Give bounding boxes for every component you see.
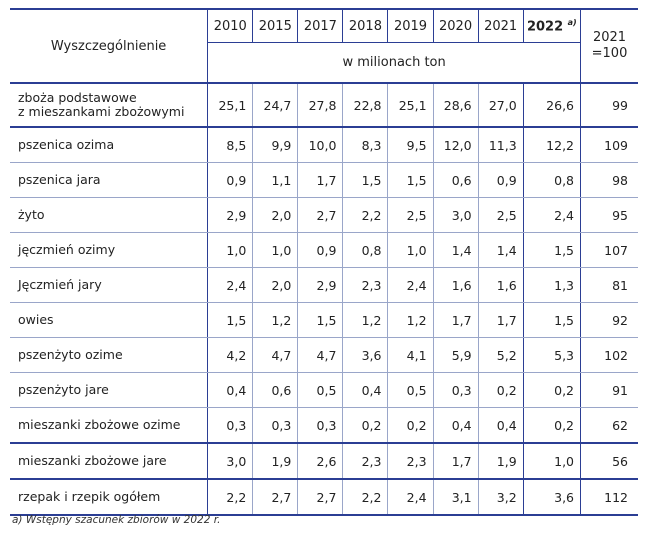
value-cell: 8,5: [208, 127, 253, 163]
value-cell: 11,3: [478, 127, 523, 163]
header-year-2022-label: 2022: [526, 19, 564, 35]
value-cell: 25,1: [388, 83, 433, 127]
row-label: [10, 408, 208, 444]
value-cell: 1,9: [253, 443, 298, 479]
index-cell: 102: [581, 338, 638, 373]
table-row: [10, 163, 638, 198]
value-cell: 0,8: [343, 233, 388, 268]
value-cell: 2,5: [478, 198, 523, 233]
value-cell: 1,7: [478, 303, 523, 338]
value-cell: 1,6: [478, 268, 523, 303]
value-cell: 3,0: [433, 198, 478, 233]
value-cell: 1,4: [478, 233, 523, 268]
value-cell: 2,3: [343, 443, 388, 479]
row-label-line1: żyto: [18, 207, 45, 222]
row-label-line1: jęczmień ozimy: [18, 242, 116, 257]
index-cell: 91: [581, 373, 638, 408]
value-cell: 1,2: [388, 303, 433, 338]
value-cell: 1,1: [253, 163, 298, 198]
value-cell: 2,4: [388, 479, 433, 515]
table-row: [10, 338, 638, 373]
table-row: [10, 479, 638, 515]
header-index: [581, 9, 638, 83]
header-year: 2020: [433, 9, 478, 43]
value-cell: 1,3: [523, 268, 580, 303]
value-cell: 5,9: [433, 338, 478, 373]
value-cell: 1,5: [388, 163, 433, 198]
index-cell: 112: [581, 479, 638, 515]
crop-production-table: [10, 8, 638, 516]
value-cell: 2,3: [343, 268, 388, 303]
value-cell: 2,5: [388, 198, 433, 233]
table-row: [10, 198, 638, 233]
footnote: a) Wstępny szacunek zbiorów w 2022 r.: [12, 514, 221, 526]
header-year: 2018: [343, 9, 388, 43]
value-cell: 1,5: [523, 303, 580, 338]
row-label-line1: pszenżyto ozime: [18, 347, 123, 362]
value-cell: 3,6: [523, 479, 580, 515]
table-row: [10, 268, 638, 303]
row-label: [10, 443, 208, 479]
value-cell: 2,7: [298, 198, 343, 233]
header-unit: w milionach ton: [208, 43, 581, 83]
value-cell: 1,0: [253, 233, 298, 268]
value-cell: 0,3: [253, 408, 298, 444]
value-cell: 2,4: [208, 268, 253, 303]
index-cell: 62: [581, 408, 638, 444]
row-label-line1: Jęczmień jary: [18, 277, 102, 292]
value-cell: 27,0: [478, 83, 523, 127]
value-cell: 5,3: [523, 338, 580, 373]
header-year: 2021: [478, 9, 523, 43]
table-row: [10, 83, 638, 127]
row-label-line1: mieszanki zbożowe ozime: [18, 417, 181, 432]
value-cell: 12,0: [433, 127, 478, 163]
value-cell: 12,2: [523, 127, 580, 163]
row-label-line1: rzepak i rzepik ogółem: [18, 489, 161, 504]
value-cell: 2,2: [343, 479, 388, 515]
value-cell: 0,2: [343, 408, 388, 444]
value-cell: 2,2: [343, 198, 388, 233]
value-cell: 2,4: [388, 268, 433, 303]
value-cell: 4,7: [253, 338, 298, 373]
value-cell: 1,0: [388, 233, 433, 268]
index-cell: 99: [581, 83, 638, 127]
row-label: [10, 338, 208, 373]
index-cell: 107: [581, 233, 638, 268]
value-cell: 4,1: [388, 338, 433, 373]
value-cell: 1,6: [433, 268, 478, 303]
value-cell: 0,3: [298, 408, 343, 444]
value-cell: 1,5: [298, 303, 343, 338]
table-row: [10, 303, 638, 338]
value-cell: 9,9: [253, 127, 298, 163]
value-cell: 8,3: [343, 127, 388, 163]
value-cell: 27,8: [298, 83, 343, 127]
row-label: [10, 127, 208, 163]
row-label: [10, 163, 208, 198]
index-cell: 109: [581, 127, 638, 163]
value-cell: 4,2: [208, 338, 253, 373]
value-cell: 26,6: [523, 83, 580, 127]
row-label: [10, 373, 208, 408]
value-cell: 0,2: [523, 373, 580, 408]
value-cell: 0,4: [433, 408, 478, 444]
value-cell: 2,0: [253, 198, 298, 233]
value-cell: 22,8: [343, 83, 388, 127]
value-cell: 1,7: [433, 443, 478, 479]
row-label-line1: owies: [18, 312, 54, 327]
table-row: [10, 408, 638, 444]
value-cell: 9,5: [388, 127, 433, 163]
header-year-2022: [523, 9, 580, 43]
value-cell: 0,4: [478, 408, 523, 444]
value-cell: 1,0: [523, 443, 580, 479]
footnote-mark: a): [567, 18, 577, 28]
table-body: [10, 83, 638, 515]
value-cell: 0,6: [433, 163, 478, 198]
table-row: [10, 127, 638, 163]
value-cell: 5,2: [478, 338, 523, 373]
index-cell: 95: [581, 198, 638, 233]
value-cell: 3,0: [208, 443, 253, 479]
index-cell: 56: [581, 443, 638, 479]
value-cell: 0,2: [388, 408, 433, 444]
value-cell: 0,9: [298, 233, 343, 268]
value-cell: 0,9: [208, 163, 253, 198]
value-cell: 3,1: [433, 479, 478, 515]
value-cell: 2,2: [208, 479, 253, 515]
row-label-line1: pszenica ozima: [18, 137, 115, 152]
row-label-line2: z mieszankami zbożowymi: [18, 104, 185, 119]
value-cell: 2,4: [523, 198, 580, 233]
value-cell: 0,3: [208, 408, 253, 444]
row-label-line1: zboża podstawowe: [18, 90, 137, 105]
value-cell: 3,6: [343, 338, 388, 373]
value-cell: 3,2: [478, 479, 523, 515]
value-cell: 1,5: [208, 303, 253, 338]
value-cell: 1,5: [343, 163, 388, 198]
value-cell: 1,4: [433, 233, 478, 268]
value-cell: 0,5: [298, 373, 343, 408]
table-row: [10, 233, 638, 268]
value-cell: 0,4: [343, 373, 388, 408]
value-cell: 0,5: [388, 373, 433, 408]
index-cell: 81: [581, 268, 638, 303]
value-cell: 0,3: [433, 373, 478, 408]
value-cell: 25,1: [208, 83, 253, 127]
value-cell: 2,7: [298, 479, 343, 515]
header-year: 2017: [298, 9, 343, 43]
value-cell: 2,9: [298, 268, 343, 303]
value-cell: 0,8: [523, 163, 580, 198]
value-cell: 10,0: [298, 127, 343, 163]
header-year: 2019: [388, 9, 433, 43]
table-row: [10, 373, 638, 408]
value-cell: 2,0: [253, 268, 298, 303]
value-cell: 2,3: [388, 443, 433, 479]
value-cell: 1,2: [343, 303, 388, 338]
value-cell: 0,2: [478, 373, 523, 408]
value-cell: 1,7: [433, 303, 478, 338]
row-label: [10, 233, 208, 268]
value-cell: 4,7: [298, 338, 343, 373]
crop-table-container: [10, 8, 638, 516]
row-label: [10, 198, 208, 233]
row-label-line1: pszenżyto jare: [18, 382, 109, 397]
value-cell: 28,6: [433, 83, 478, 127]
header-label: Wyszczególnienie: [10, 9, 208, 83]
value-cell: 2,7: [253, 479, 298, 515]
header-index-line2: =100: [591, 46, 628, 61]
row-label: [10, 268, 208, 303]
value-cell: 1,7: [298, 163, 343, 198]
value-cell: 2,9: [208, 198, 253, 233]
value-cell: 2,6: [298, 443, 343, 479]
value-cell: 0,4: [208, 373, 253, 408]
value-cell: 0,2: [523, 408, 580, 444]
row-label-line1: mieszanki zbożowe jare: [18, 453, 167, 468]
value-cell: 0,9: [478, 163, 523, 198]
value-cell: 1,9: [478, 443, 523, 479]
index-cell: 92: [581, 303, 638, 338]
value-cell: 24,7: [253, 83, 298, 127]
row-label: [10, 83, 208, 127]
value-cell: 1,2: [253, 303, 298, 338]
header-year: 2015: [253, 9, 298, 43]
row-label-line1: pszenica jara: [18, 172, 101, 187]
index-cell: 98: [581, 163, 638, 198]
value-cell: 1,5: [523, 233, 580, 268]
value-cell: 1,0: [208, 233, 253, 268]
header-year: 2010: [208, 9, 253, 43]
table-row: [10, 443, 638, 479]
row-label: [10, 479, 208, 515]
value-cell: 0,6: [253, 373, 298, 408]
row-label: [10, 303, 208, 338]
header-index-line1: 2021: [592, 30, 627, 45]
